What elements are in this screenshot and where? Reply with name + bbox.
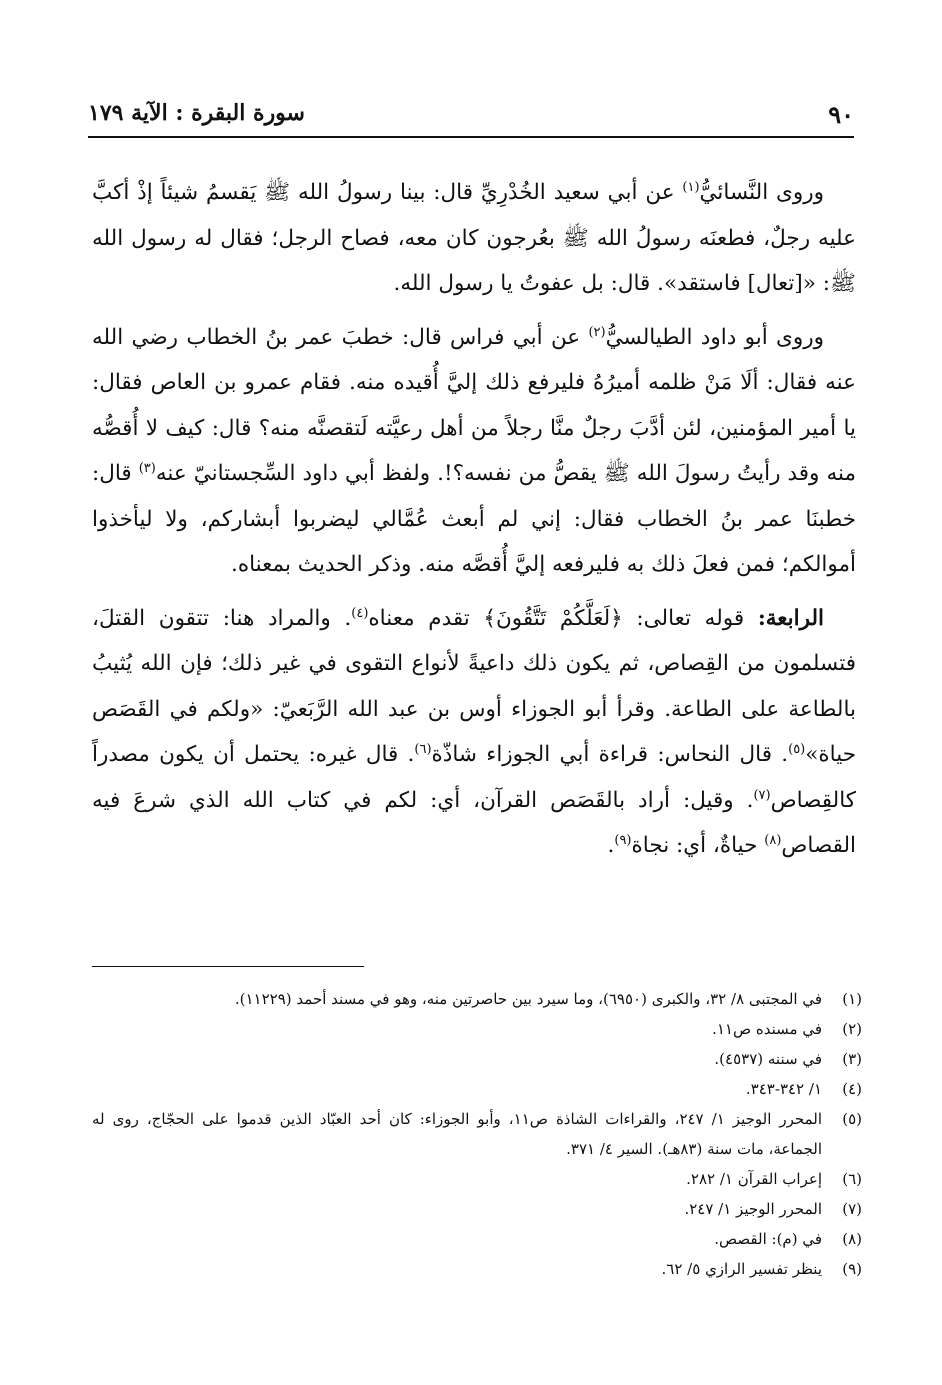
footnote-number: (٤) bbox=[842, 1080, 862, 1098]
sura-title: سورة البقرة : الآية ١٧٩ bbox=[88, 100, 305, 126]
footnote-ref: (٣) bbox=[138, 460, 156, 476]
footnote bbox=[92, 1044, 862, 1074]
footnote-ref: (٦) bbox=[414, 741, 432, 757]
footnote bbox=[92, 1194, 862, 1224]
paragraph-nasai bbox=[92, 170, 856, 307]
footnote-text: في (م): القصص. bbox=[714, 1230, 822, 1248]
footnote-number: (٦) bbox=[842, 1170, 862, 1188]
footnote-number: (١) bbox=[842, 990, 862, 1008]
footnote-ref: (١) bbox=[682, 179, 700, 195]
footnote-number: (٢) bbox=[842, 1020, 862, 1038]
footnote-ref: (٩) bbox=[614, 832, 632, 848]
footnote-ref: (٧) bbox=[753, 787, 771, 803]
footnote-ref: (٤) bbox=[351, 605, 369, 621]
footnote-text: المحرر الوجيز ١/ ٢٤٧، والقراءات الشاذة ص١١، وأبو الجوزاء: كان أحد العبّاد الذين قدموا على الحجّاج، روى له الجماعة، مات سنة (٨٣هـ). السير ٤/ ٣٧١. bbox=[92, 1110, 822, 1158]
paragraph-tayalisi: وروى أبو داود الطيالسيُّ$^{(٢)}$ عن أبي فراس قال: خطبَ عمر بنُ الخطاب رضي الله عنه فقال: ألَا مَنْ ظلمه أميرُهُ فليرفع ذلك إليَّ أُقيده منه. فقام عمرو بن العاص فقال: يا أمير المؤمنين، لئن أدَّبَ رجلٌ منَّا رجلاً من أهل رعيَّته لَتقصنَّه منه؟ قال: كيف لا أُقصُّه منه وقد رأيتُ رسولَ الله ﷺ يقصُّ من نفسه؟!. ولفظ أبي داود السِّجستانيّ عنه$^{(٣)}$ قال: خطبنَا عمر بنُ الخطاب فقال: إني لم أبعث عُمَّالي ليضربوا أبشاركم، ولا ليأخذوا أموالكم؛ فمن فعلَ ذلك به فليرفعه إليَّ أُقصَّه منه. وذكر الحديث بمعناه. bbox=[92, 324, 856, 577]
footnote-divider bbox=[92, 966, 364, 967]
section-label: الرابعة: bbox=[757, 605, 824, 631]
footnote-text: المحرر الوجيز ١/ ٢٤٧. bbox=[684, 1200, 822, 1218]
footnote bbox=[92, 1254, 862, 1284]
running-header bbox=[88, 92, 854, 138]
footnote-text: في سننه (٤٥٣٧). bbox=[714, 1050, 822, 1068]
footnote-number: (٩) bbox=[842, 1260, 862, 1278]
footnote-ref: (٨) bbox=[764, 832, 782, 848]
footnote-text: في المجتبى ٨/ ٣٢، والكبرى (٦٩٥٠)، وما سيرد بين حاصرتين منه، وهو في مسند أحمد (١١٢٢٩). bbox=[234, 990, 822, 1008]
footnote bbox=[92, 1104, 862, 1164]
footnotes bbox=[92, 984, 862, 1284]
main-text bbox=[92, 170, 856, 877]
footnote bbox=[92, 1224, 862, 1254]
footnote-text: في مسنده ص١١. bbox=[712, 1020, 822, 1038]
footnote-text: ينظر تفسير الرازي ٥/ ٦٢. bbox=[661, 1260, 822, 1278]
page-number: ٩٠ bbox=[828, 100, 854, 129]
footnote-text: إعراب القرآن ١/ ٢٨٢. bbox=[686, 1170, 822, 1188]
footnote bbox=[92, 984, 862, 1014]
footnote bbox=[92, 1164, 862, 1194]
footnote-number: (٧) bbox=[842, 1200, 862, 1218]
footnote bbox=[92, 1074, 862, 1104]
footnote-ref: (٥) bbox=[788, 741, 806, 757]
paragraph-fourth: الرابعة: قوله تعالى: ﴿لَعَلَّكُمْ تَتَّقُونَ﴾ تقدم معناه$^{(٤)}$. والمراد هنا: تتقون القتلَ، فتسلمون من القِصاص، ثم يكون ذلك داعيةً لأنواع التقوى في غير ذلك؛ فإن الله يُثيبُ بالطاعة على الطاعة. وقرأ أبو الجوزاء أوس بن عبد الله الرَّبَعيّ: «ولكم في القَصَص حياة»$^{(٥)}$. قال النحاس: قراءة أبي الجوزاء شاذّة$^{(٦)}$. قال غيره: يحتمل أن يكون مصدراً كالقِصاص$^{(٧)}$. وقيل: أراد بالقَصَص القرآن، أي: لكم في كتاب الله الذي شرعَ فيه القصاص$^{(٨)}$ حياةٌ، أي: نجاة$^{(٩)}$. bbox=[92, 605, 856, 858]
footnote-number: (٨) bbox=[842, 1230, 862, 1248]
footnote-text: ١/ ٣٤٢-٣٤٣. bbox=[745, 1080, 822, 1098]
paragraph-text: وروى النَّسائيُّ$^{(١)}$ عن أبي سعيد الخُدْرِيِّ قال: بينا رسولُ الله ﷺ يَقسمُ شيئاً إذْ أكبَّ عليه رجلٌ، فطعنَه رسولُ الله ﷺ بعُرجون كان معه، فصاح الرجل؛ فقال له رسول الله ﷺ: «[تعال] فاستقد». قال: بل عفوتُ يا رسول الله. bbox=[92, 179, 856, 296]
footnote bbox=[92, 1014, 862, 1044]
footnote-number: (٣) bbox=[842, 1050, 862, 1068]
footnote-number: (٥) bbox=[842, 1110, 862, 1128]
footnote-ref: (٢) bbox=[588, 324, 606, 340]
